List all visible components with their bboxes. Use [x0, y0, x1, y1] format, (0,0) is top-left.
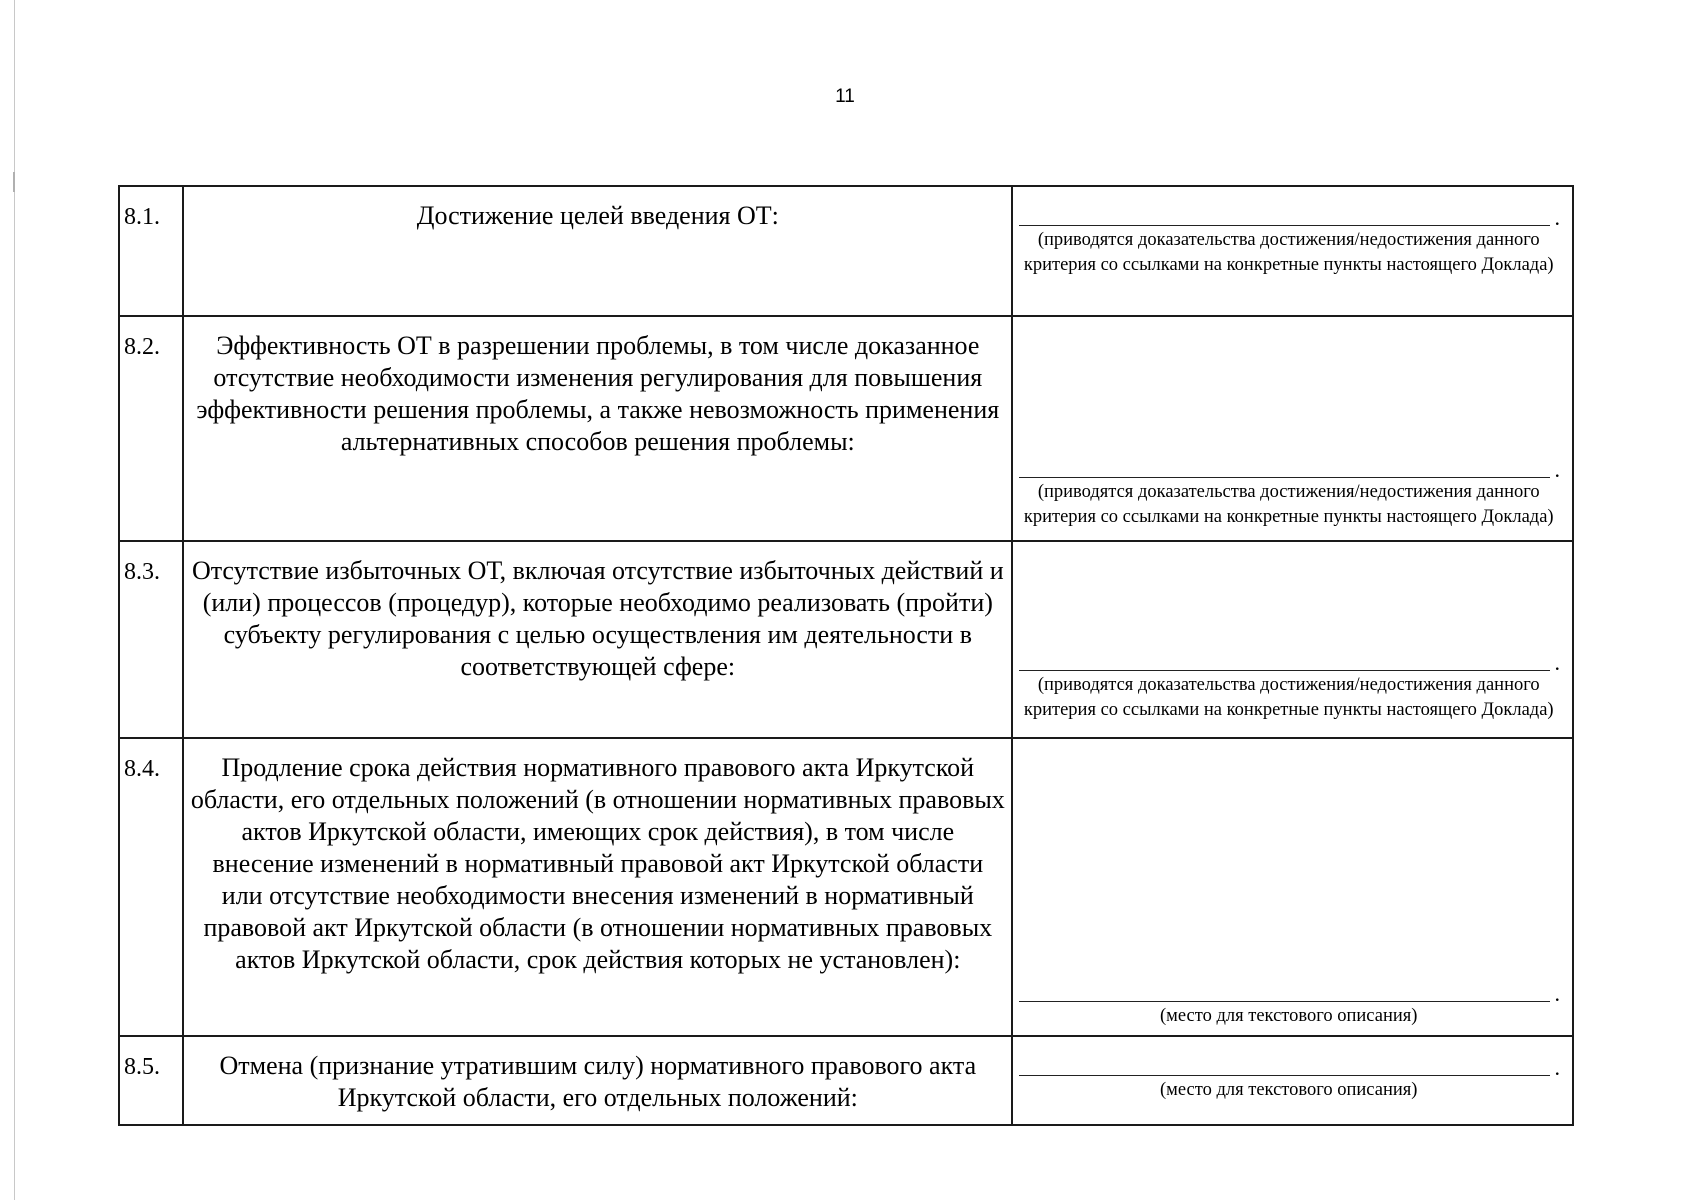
note-area	[1013, 542, 1572, 729]
criterion-text: Отсутствие избыточных ОТ, включая отсутствие избыточных действий и (или) процессов (процедур), которые необходимо реализовать (пройти) субъекту регулирования с целью осуществления им деятельности в соответствующей сфере:	[191, 556, 1004, 681]
criterion-text: Отмена (признание утратившим силу) нормативного правового акта Иркутской области, его отдельных положений:	[219, 1051, 977, 1112]
note-cell	[1012, 541, 1573, 738]
criterion-text: Продление срока действия нормативного правового акта Иркутской области, его отдельных положений (в отношении нормативных правовых актов Иркутской области, имеющих срок действия), в том числе внесение изменений в нормативный правовой акт Иркутской области или отсутствие необходимости внесения изменений в нормативный правовой акт Иркутской области (в отношении нормативных правовых актов Иркутской области, срок действия которых не установлен):	[190, 753, 1005, 974]
note-cell	[1012, 738, 1573, 1036]
row-number: 8.2.	[124, 334, 160, 360]
note-area	[1013, 739, 1572, 1035]
row-number: 8.1.	[124, 204, 160, 230]
table-row	[119, 316, 1573, 541]
row-number-cell	[119, 541, 183, 738]
fill-in-line[interactable]	[1019, 1037, 1560, 1080]
note-cell	[1012, 186, 1573, 316]
row-number: 8.3.	[124, 559, 160, 585]
criterion-cell	[183, 186, 1012, 316]
table-row	[119, 186, 1573, 316]
note-hint: (приводятся доказательства достижения/недостижения данного критерия со ссылками на конкретные пункты настоящего Доклада)	[1023, 230, 1554, 275]
fill-line-terminator: .	[1554, 981, 1560, 1006]
note-area	[1013, 187, 1572, 284]
row-number: 8.5.	[124, 1054, 160, 1080]
scan-edge-mark	[13, 172, 15, 192]
criterion-text: Достижение целей введения ОТ:	[416, 201, 779, 230]
row-number-cell	[119, 316, 183, 541]
fill-line-terminator: .	[1554, 650, 1560, 675]
criterion-text: Эффективность ОТ в разрешении проблемы, в том числе доказанное отсутствие необходимости изменения регулирования для повышения эффективности решения проблемы, а также невозможность применения альтернативных способов решения проблемы:	[196, 331, 1000, 456]
fill-line-terminator: .	[1554, 457, 1560, 482]
row-number-cell	[119, 186, 183, 316]
row-number-cell	[119, 738, 183, 1036]
row-number-cell	[119, 1036, 183, 1125]
fill-in-line[interactable]	[1019, 439, 1560, 482]
note-hint: (место для текстового описания)	[1160, 1006, 1418, 1026]
table-row	[119, 1036, 1573, 1125]
note-cell	[1012, 316, 1573, 541]
note-hint: (место для текстового описания)	[1160, 1080, 1418, 1100]
criterion-cell	[183, 1036, 1012, 1125]
criterion-cell	[183, 738, 1012, 1036]
fill-line-terminator: .	[1554, 1055, 1560, 1080]
row-number: 8.4.	[124, 756, 160, 782]
criterion-cell	[183, 541, 1012, 738]
criteria-table	[118, 185, 1574, 1126]
fill-line-terminator: .	[1554, 205, 1560, 230]
note-area	[1013, 317, 1572, 536]
note-hint: (приводятся доказательства достижения/недостижения данного критерия со ссылками на конкретные пункты настоящего Доклада)	[1023, 482, 1554, 527]
fill-in-line[interactable]	[1019, 187, 1560, 230]
page-number: 11	[835, 86, 855, 107]
note-area	[1013, 1037, 1572, 1109]
note-hint: (приводятся доказательства достижения/недостижения данного критерия со ссылками на конкретные пункты настоящего Доклада)	[1023, 675, 1554, 720]
note-cell	[1012, 1036, 1573, 1125]
fill-in-line[interactable]	[1019, 632, 1560, 675]
table-row	[119, 541, 1573, 738]
table-row	[119, 738, 1573, 1036]
criterion-cell	[183, 316, 1012, 541]
fill-in-line[interactable]	[1019, 963, 1560, 1006]
